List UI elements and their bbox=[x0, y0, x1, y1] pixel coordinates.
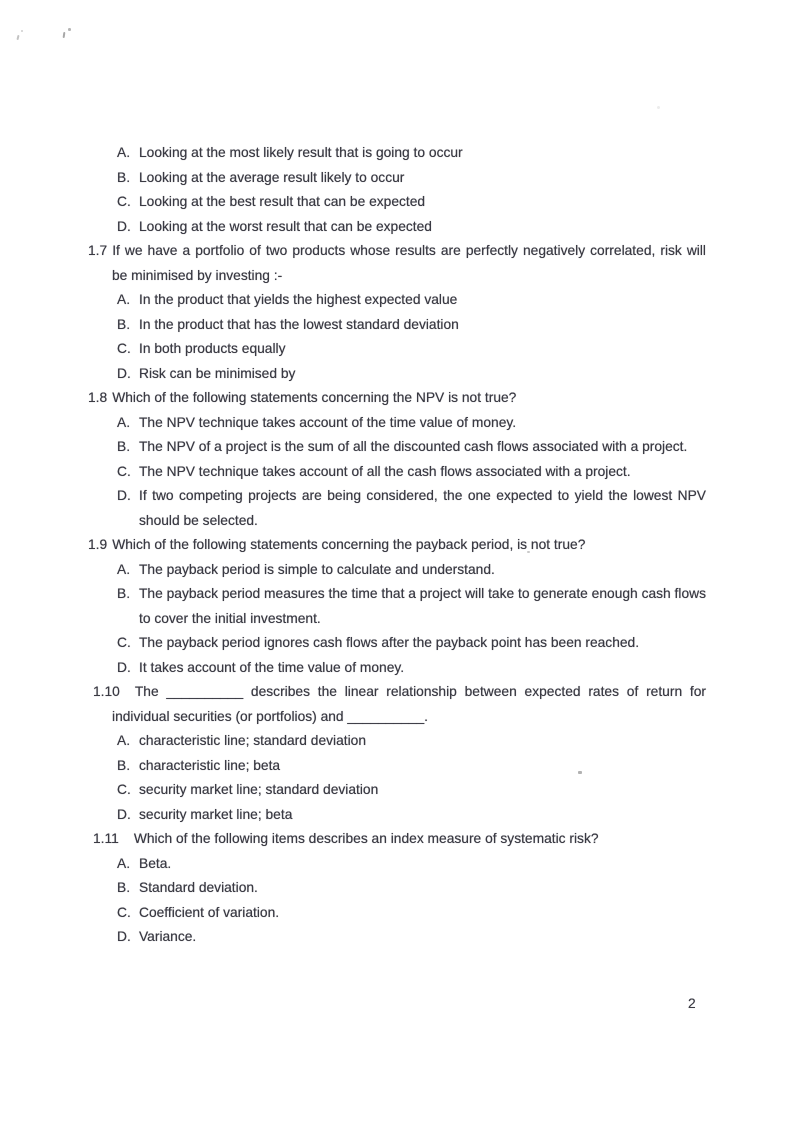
option-letter: C. bbox=[117, 635, 131, 650]
question-block bbox=[88, 680, 706, 827]
question-stem bbox=[88, 680, 706, 729]
scan-artifact bbox=[657, 106, 660, 109]
option-row bbox=[117, 778, 706, 803]
option-row bbox=[117, 166, 706, 191]
question-number: 1.9 bbox=[88, 537, 108, 552]
option-text: security market line; standard deviation bbox=[139, 782, 379, 797]
question-block bbox=[88, 827, 706, 950]
options-list bbox=[88, 288, 706, 386]
exam-content bbox=[88, 141, 706, 950]
option-text: characteristic line; beta bbox=[139, 757, 281, 773]
question-text: Which of the following items describes an index measure of systematic risk? bbox=[133, 831, 599, 846]
option-text: Looking at the average result likely to occur bbox=[139, 169, 405, 185]
option-row bbox=[117, 215, 706, 240]
option-letter: B. bbox=[117, 757, 131, 773]
question-stem bbox=[88, 827, 706, 852]
page-number: 2 bbox=[688, 996, 696, 1011]
option-text: The NPV technique takes account of all the cash flows associated with a project. bbox=[139, 463, 631, 479]
option-letter: C. bbox=[117, 904, 131, 920]
option-row bbox=[117, 876, 706, 901]
question-text: Which of the following statements concerning the payback period, is not true? bbox=[112, 537, 586, 552]
option-text: The payback period ignores cash flows after the payback point has been reached. bbox=[139, 635, 640, 650]
option-row bbox=[117, 141, 706, 166]
question-block bbox=[88, 533, 706, 680]
question-number: 1.8 bbox=[88, 390, 108, 405]
option-letter: D. bbox=[117, 929, 131, 944]
continued-options-list bbox=[88, 141, 706, 239]
options-list bbox=[88, 558, 706, 681]
option-letter: A. bbox=[117, 145, 131, 160]
option-text: characteristic line; standard deviation bbox=[139, 733, 367, 748]
option-row bbox=[117, 460, 706, 485]
question-stem bbox=[88, 533, 706, 558]
option-text: If two competing projects are being considered, the one expected to yield the lowest NPV should be selected. bbox=[139, 488, 706, 528]
question-stem bbox=[88, 239, 706, 288]
option-row bbox=[117, 729, 706, 754]
option-row bbox=[117, 631, 706, 656]
option-letter: B. bbox=[117, 586, 131, 601]
question-text: The __________ describes the linear relationship between expected rates of return for individual securities (or portfolios) and __________. bbox=[112, 684, 706, 724]
option-letter: A. bbox=[117, 733, 131, 748]
option-text: It takes account of the time value of money. bbox=[139, 659, 405, 675]
scan-artifact bbox=[16, 35, 19, 40]
options-list bbox=[88, 411, 706, 534]
option-letter: C. bbox=[117, 341, 131, 356]
question-block bbox=[88, 386, 706, 533]
option-letter: D. bbox=[117, 365, 131, 381]
options-list bbox=[88, 729, 706, 827]
option-row bbox=[117, 582, 706, 631]
option-text: security market line; beta bbox=[139, 806, 293, 822]
option-row bbox=[117, 288, 706, 313]
option-row bbox=[117, 558, 706, 583]
question-number: 1.7 bbox=[88, 243, 108, 258]
option-text: Beta. bbox=[139, 855, 172, 871]
option-text: The NPV technique takes account of the time value of money. bbox=[139, 414, 517, 430]
option-row bbox=[117, 852, 706, 877]
option-letter: B. bbox=[117, 880, 131, 895]
option-letter: B. bbox=[117, 439, 131, 454]
option-row bbox=[117, 803, 706, 828]
option-row bbox=[117, 362, 706, 387]
option-row bbox=[117, 190, 706, 215]
option-letter: D. bbox=[117, 659, 131, 675]
option-row bbox=[117, 411, 706, 436]
option-text: The payback period measures the time that a project will take to generate enough cash flows to cover the initial investment. bbox=[139, 586, 706, 626]
option-letter: A. bbox=[117, 855, 131, 871]
option-row bbox=[117, 313, 706, 338]
scan-artifact bbox=[21, 30, 23, 32]
option-text: Looking at the best result that can be expected bbox=[139, 194, 426, 209]
options-list bbox=[88, 852, 706, 950]
option-letter: A. bbox=[117, 414, 131, 430]
option-row bbox=[117, 337, 706, 362]
option-row bbox=[117, 435, 706, 460]
option-text: In the product that yields the highest expected value bbox=[139, 292, 458, 307]
option-text: Risk can be minimised by bbox=[139, 365, 296, 381]
option-text: Looking at the most likely result that is going to occur bbox=[139, 145, 463, 160]
option-row bbox=[117, 484, 706, 533]
question-text: If we have a portfolio of two products whose results are perfectly negatively correlated, risk will be minimised by investing :- bbox=[112, 243, 706, 283]
option-text: Variance. bbox=[139, 929, 197, 944]
option-letter: D. bbox=[117, 218, 131, 234]
option-letter: B. bbox=[117, 316, 131, 332]
option-text: In both products equally bbox=[139, 341, 286, 356]
question-text: Which of the following statements concerning the NPV is not true? bbox=[112, 390, 517, 405]
option-row bbox=[117, 656, 706, 681]
scan-artifact bbox=[68, 28, 71, 31]
option-letter: C. bbox=[117, 463, 131, 479]
question-block bbox=[88, 239, 706, 386]
option-letter: C. bbox=[117, 194, 131, 209]
option-text: Coefficient of variation. bbox=[139, 904, 280, 920]
option-text: Looking at the worst result that can be expected bbox=[139, 218, 432, 234]
option-letter: A. bbox=[117, 561, 131, 577]
question-stem bbox=[88, 386, 706, 411]
question-number: 1.10 bbox=[93, 684, 120, 699]
option-letter: C. bbox=[117, 782, 131, 797]
option-row bbox=[117, 754, 706, 779]
scan-artifact bbox=[63, 32, 66, 38]
option-letter: D. bbox=[117, 806, 131, 822]
option-letter: B. bbox=[117, 169, 131, 185]
option-row bbox=[117, 901, 706, 926]
question-number: 1.11 bbox=[93, 831, 119, 846]
option-text: The NPV of a project is the sum of all the discounted cash flows associated with a project. bbox=[139, 439, 688, 454]
option-letter: D. bbox=[117, 488, 131, 503]
option-text: In the product that has the lowest standard deviation bbox=[139, 316, 459, 332]
option-letter: A. bbox=[117, 292, 131, 307]
option-text: The payback period is simple to calculate and understand. bbox=[139, 561, 495, 577]
option-row bbox=[117, 925, 706, 950]
option-text: Standard deviation. bbox=[139, 880, 258, 895]
